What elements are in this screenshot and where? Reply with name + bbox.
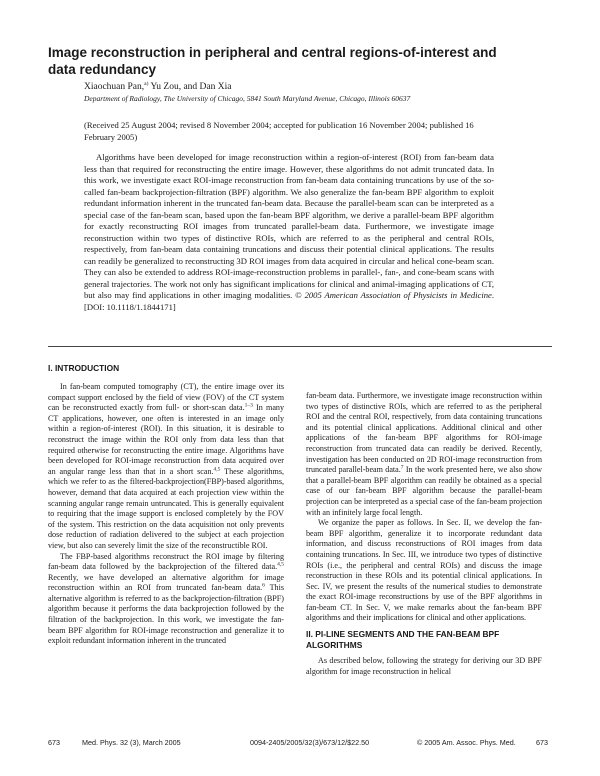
citation: 7 bbox=[400, 464, 404, 471]
publication-dates: (Received 25 August 2004; revised 8 November 2004; accepted for publication 16 November 2004; published 16 February 2005) bbox=[84, 120, 474, 142]
intro-paragraph-2: The FBP-based algorithms reconstruct the ROI image by filtering fan-beam data followed by the backprojection of the filtered data.$^{4,5}$ Recently, we have developed an alternative algorithm for image reconstruction within an ROI from truncated fan-beam data.$^6$ This alternative algorithm is referred to as the backprojection-filtration (BPF) algorithm because it performs the data backprojection followed by the filtration of the backprojection. In this work, we investigate the fan-beam BPF algorithm for ROI-image reconstruction and generalize it to exploit redundant information inherent in the truncated bbox=[48, 551, 284, 646]
citation: 1–3 bbox=[244, 402, 253, 409]
section-heading-introduction: I. INTRODUCTION bbox=[48, 363, 120, 373]
citation: 4,5 bbox=[213, 466, 221, 473]
author-names-b: Yu Zou, and Dan Xia bbox=[148, 82, 232, 92]
citation: 4,5 bbox=[277, 561, 284, 568]
right-column bbox=[306, 391, 542, 677]
intro-paragraph-1: In fan-beam computed tomography (CT), the entire image over its compact support enclosed by the field of view (FOV) of the CT system can be reconstructed exactly from full- or short-scan data.$^{1-3}$ In many CT applications, however, one often is interested in an image only within a region-of-interest (ROI). In this situation, it is desirable to reconstruct the image within the ROI only from data less than that required otherwise for reconstructing the entire image. Algorithms have been developed for ROI-image reconstruction from data acquired over an angular range less than that in a short scan.$^{4,5}$ These algorithms, which we refer to as the filtered-backprojection(FBP)-based algorithms, however, demand that data acquired at each projection view within the scanning angular range remain untruncated. This is generally equivalent to requiring that the image support is enclosed completely by the FOV of the system. This restriction on the data acquisition not only prevents dose reduction of radiation delivered to the subject at each projection view, but also can severely limit the size of the reconstructible ROI. bbox=[48, 382, 284, 550]
section-heading-pi-line: II. PI-LINE SEGMENTS AND THE FAN-BEAM BPF ALGORITHMS bbox=[306, 629, 500, 651]
footer-code: 0094-2405/2005/32(3)/673/12/$22.50 bbox=[250, 738, 370, 747]
footer-page-number-left: 673 bbox=[48, 738, 60, 747]
intro-paragraph-4: We organize the paper as follows. In Sec. II, we develop the fan-beam BPF algorithm, generalize it to incorporate redundant data information, and discuss reconstructions of ROI images from data containing truncations. In Sec. III, we introduce two types of distinctive ROIs (i.e., the peripheral and central ROIs) and discuss the image reconstruction in these ROIs and its potential clinical applications. In Sec. IV, we present the results of the numerical studies to demonstrate the exact ROI-image reconstructions by use of the BPF algorithms in fan-beam CT. In Sec. V, we make remarks about the fan-beam BPF algorithms and their implications for clinical and other applications. bbox=[306, 518, 542, 623]
footer-copyright: © 2005 Am. Assoc. Phys. Med. bbox=[417, 738, 516, 747]
section-divider bbox=[48, 346, 552, 347]
abstract bbox=[84, 152, 494, 313]
author-footnote-mark: a) bbox=[144, 80, 149, 87]
left-column bbox=[48, 363, 284, 647]
footer-journal: Med. Phys. 32 (3), March 2005 bbox=[82, 738, 181, 747]
footer-page-number-right: 673 bbox=[536, 738, 548, 747]
abstract-body: Algorithms have been developed for image reconstruction within a region-of-interest (ROI) from fan-beam data less than that required for reconstructing the entire image. However, these algorithms do not admit truncated data. In this work, we investigate exact ROI-image reconstruction from fan-beam data containing truncations by use of the so-called fan-beam backprojection-filtration (BPF) algorithm. We also generalize the fan-beam BPF algorithm to exploit redundant information inherent in the truncated fan-beam data. Because the parallel-beam scan can be interpreted as a special case of the fan-beam scan, based upon the fan-beam BPF algorithm, we derive a parallel-beam BPF algorithm for exactly reconstructing ROI images from truncated parallel-beam data. Furthermore, we investigate image reconstruction within two types of distinctive ROIs, which are referred to as the peripheral and central ROIs, respectively, from fan-beam data containing truncations and discuss their potential clinical applications. The results can readily be generalized to reconstructing 3D ROI images from data acquired in circular and helical cone-beam scan. They can also be extended to address ROI-image-reconstruction problems in parallel-, fan-, and cone-beam scans with general trajectories. The work not only has significant implications for clinical and animal-imaging applications of CT, but also may find applications in other imaging modalities. © bbox=[84, 152, 494, 300]
section2-paragraph-1: As described below, following the strategy for deriving our 3D BPF algorithm for image reconstruction in helical bbox=[306, 656, 542, 676]
author-names-a: Xiaochuan Pan, bbox=[84, 82, 145, 92]
paper-title: Image reconstruction in peripheral and central regions-of-interest and data redundancy bbox=[48, 45, 497, 77]
abstract-doi: . [DOI: 10.1118/1.1844171] bbox=[84, 290, 494, 312]
author-list bbox=[84, 81, 231, 93]
intro-paragraph-3: fan-beam data. Furthermore, we investigate image reconstruction within two types of distinctive ROIs, which are referred to as the peripheral ROI and the central ROI, respectively, from data containing truncations and its potential clinical applications. Additional clinical and other applications of the fan-beam BPF algorithms for ROI-image reconstruction from truncated data can readily be derived. Recently, investigation has been conducted on 2D ROI-image reconstruction from truncated parallel-beam data.$^7$ In the work presented here, we also show that a parallel-beam BPF algorithm can readily be obtained as a special case of our fan-beam BPF algorithm because the parallel-beam projection can be interpreted as a special case of the fan-beam projection with an infinitely large focal length. bbox=[306, 391, 542, 517]
author-affiliation: Department of Radiology, The University of Chicago, 5841 South Maryland Avenue, Chicago, Illinois 60637 bbox=[84, 94, 411, 103]
abstract-copyright: 2005 American Association of Physicists in Medicine bbox=[304, 290, 492, 300]
citation: 6 bbox=[262, 582, 265, 589]
